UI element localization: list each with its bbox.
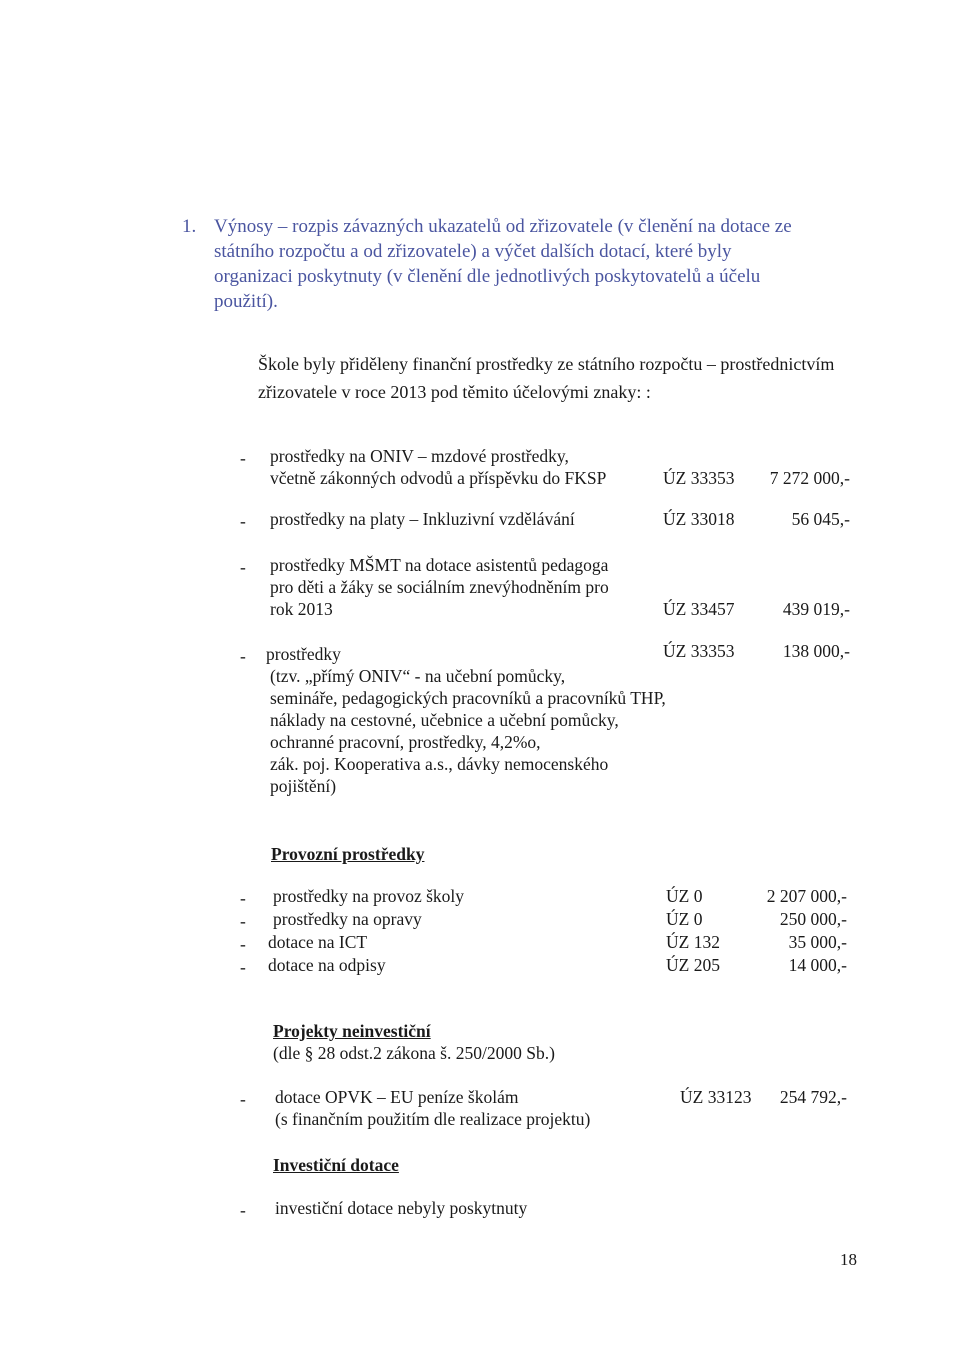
bullet-dash: - <box>240 934 246 954</box>
bullet-dash: - <box>240 888 246 908</box>
item-text: prostředky na provoz školy <box>273 886 465 906</box>
intro-line: zřizovatele v roce 2013 pod těmito účelovými znaky: : <box>258 382 651 402</box>
uz-code: ÚZ 0 <box>666 909 703 929</box>
amount: 439 019,- <box>782 599 850 619</box>
item-text: dotace na odpisy <box>268 955 386 975</box>
amount: 7 272 000,- <box>769 468 850 488</box>
heading-line: státního rozpočtu a od zřizovatele) a výčet dalších dotací, které byly <box>214 241 732 262</box>
item-text: včetně zákonných odvodů a příspěvku do FKSP <box>270 468 607 488</box>
item-text: (s finančním použitím dle realizace projektu) <box>275 1109 591 1129</box>
amount: 35 000,- <box>788 932 847 952</box>
section-title: Provozní prostředky <box>271 844 425 864</box>
item-text: ochranné pracovní, prostředky, 4,2%o, <box>270 732 541 752</box>
section-title: Investiční dotace <box>273 1155 399 1175</box>
bullet-dash: - <box>240 911 246 931</box>
item-text: semináře, pedagogických pracovníků a pracovníků THP, <box>270 688 666 708</box>
item-text: (tzv. „přímý ONIV“ - na učební pomůcky, <box>270 666 566 686</box>
item-text: náklady na cestovné, učebnice a učební pomůcky, <box>270 710 619 730</box>
amount: 14 000,- <box>788 955 847 975</box>
amount: 2 207 000,- <box>766 886 847 906</box>
section-subtitle: (dle § 28 odst.2 zákona š. 250/2000 Sb.) <box>273 1043 555 1063</box>
item-text: dotace na ICT <box>268 932 368 952</box>
item-text: pojištění) <box>270 776 337 796</box>
item-text: dotace OPVK – EU peníze školám <box>275 1087 519 1107</box>
uz-code: ÚZ 33123 <box>680 1087 752 1107</box>
bullet-dash: - <box>240 1200 246 1220</box>
uz-code: ÚZ 33353 <box>663 468 735 488</box>
item-text: prostředky na platy – Inkluzivní vzdělávání <box>270 509 575 529</box>
uz-code: ÚZ 33353 <box>663 641 735 661</box>
item-text: pro děti a žáky se sociálním znevýhodněním pro <box>270 577 609 597</box>
amount: 56 045,- <box>791 509 850 529</box>
amount: 250 000,- <box>779 909 847 929</box>
item-text: prostředky MŠMT na dotace asistentů pedagoga <box>270 555 609 575</box>
heading-line: použití). <box>214 291 278 312</box>
uz-code: ÚZ 33457 <box>663 599 735 619</box>
heading-line: Výnosy – rozpis závazných ukazatelů od zřizovatele (v členění na dotace ze <box>214 216 792 237</box>
bullet-dash: - <box>240 557 246 577</box>
bullet-dash: - <box>240 957 246 977</box>
item-text: prostředky na opravy <box>273 909 422 929</box>
heading-line: organizaci poskytnuty (v členění dle jednotlivých poskytovatelů a účelu <box>214 266 761 287</box>
item-text: rok 2013 <box>270 599 333 619</box>
item-text: investiční dotace nebyly poskytnuty <box>275 1198 528 1218</box>
bullet-dash: - <box>240 1089 246 1109</box>
amount: 138 000,- <box>782 641 850 661</box>
uz-code: ÚZ 132 <box>666 932 720 952</box>
item-text: prostředky na ONIV – mzdové prostředky, <box>270 446 569 466</box>
item-text: prostředky <box>266 644 341 664</box>
uz-code: ÚZ 205 <box>666 955 720 975</box>
bullet-dash: - <box>240 511 246 531</box>
bullet-dash: - <box>240 448 246 468</box>
page-number: 18 <box>840 1250 857 1269</box>
item-text: zák. poj. Kooperativa a.s., dávky nemocenského <box>270 754 609 774</box>
section-title: Projekty neinvestiční <box>273 1021 431 1041</box>
heading-number: 1. <box>182 216 197 237</box>
amount: 254 792,- <box>779 1087 847 1107</box>
uz-code: ÚZ 0 <box>666 886 703 906</box>
uz-code: ÚZ 33018 <box>663 509 735 529</box>
intro-line: Škole byly přiděleny finanční prostředky ze státního rozpočtu – prostřednictvím <box>258 354 835 374</box>
bullet-dash: - <box>240 646 246 666</box>
